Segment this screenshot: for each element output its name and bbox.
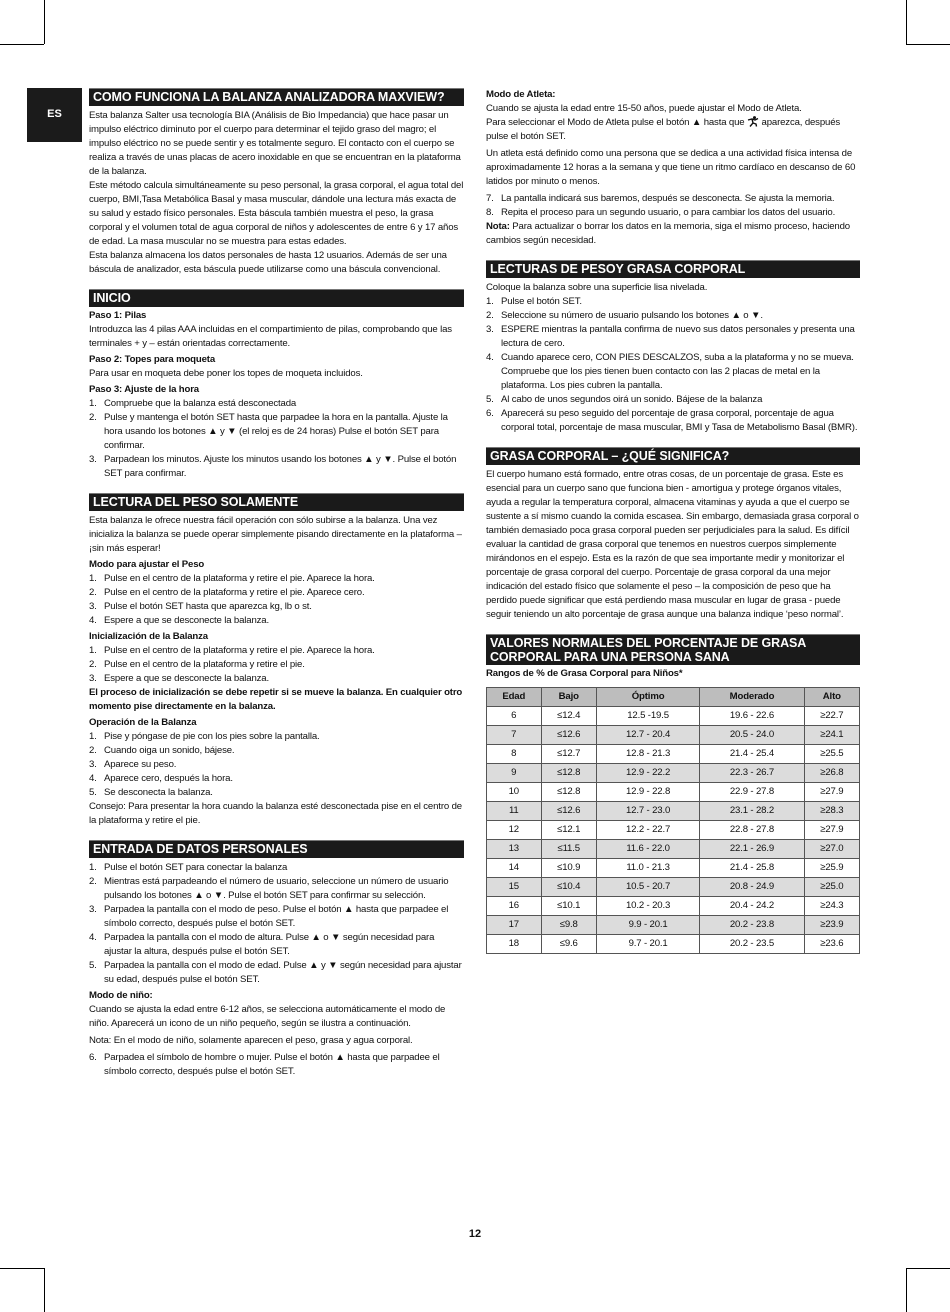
note: Nota: Para actualizar o borrar los datos en la memoria, siga el mismo proceso, haciendo cambios según necesidad. [486,221,850,246]
language-tab: ES [27,88,82,142]
table-cell: ≥25.5 [804,745,859,764]
paragraph: Esta balanza Salter usa tecnología BIA (Análisis de Bio Impedancia) que hace pasar un impulso eléctrico diminuto por el cuerpo para determinar el tejido graso del magro; el impulso eléctrico no se puede sentir y es totalmente seguro. El contacto con el cuerpo se realiza a través de unas placas de acero inoxidable en que se encuentran en la plataforma de la balanza. [89,110,461,177]
list-item: 3. Pulse el botón SET hasta que aparezca kg, lb o st. [89,601,312,612]
table-cell: 12.2 - 22.7 [596,821,699,840]
crop-mark [44,1268,45,1312]
list-item: 2. Cuando oiga un sonido, bájese. [89,745,235,756]
table-row [487,707,860,726]
list-item: 4. Parpadea la pantalla con el modo de altura. Pulse ▲ o ▼ según necesidad para ajustar la altura, después pulse el botón SET. [89,932,435,957]
list-item: 1. Pulse en el centro de la plataforma y retire el pie. Aparece la hora. [89,645,375,656]
column-header: Óptimo [596,688,699,707]
crop-mark [906,0,907,44]
table-cell: 21.4 - 25.4 [700,745,804,764]
table-row [487,859,860,878]
list-item: 1. Pulse el botón SET. [486,296,582,307]
right-column [486,88,860,956]
table-cell: 9.7 - 20.1 [596,935,699,954]
column-header: Alto [804,688,859,707]
list-item: 8. Repita el proceso para un segundo usuario, o para cambiar los datos del usuario. [486,207,836,218]
left-column [89,88,464,1081]
paragraph: Este método calcula simultáneamente su peso personal, la grasa corporal, el agua total del cuerpo, BMI,Tasa Metabólica Basal y masa muscular, dándole una lectura más exacta de su salud y estado físico personales. Esta báscula también muestra el peso, la grasa corporal y el volumen total de agua corporal de niños y adolescentes de entre 6 y 17 años de edad. La masa muscular no se muestra para estas edades. [89,180,464,247]
column-header: Bajo [541,688,596,707]
section-weight-fat-readings [486,260,860,435]
list-item: 3. Aparece su peso. [89,759,177,770]
table-cell: 22.8 - 27.8 [700,821,804,840]
section-heading: VALORES NORMALES DEL PORCENTAJE DE GRASA CORPORAL PARA UNA PERSONA SANA [486,634,860,665]
numbered-list [486,192,860,220]
athlete-icon [747,116,759,127]
numbered-list [89,861,464,987]
table-cell: ≥23.6 [804,935,859,954]
crop-mark [0,1268,44,1269]
table-cell: ≤9.6 [541,935,596,954]
list-item: 2. Pulse y mantenga el botón SET hasta que parpadee la hora en la pantalla. Ajuste la hora usando los botones ▲ y ▼ (el reloj es de 24 horas) Pulse el botón SET para confirmar. [89,412,448,451]
table-cell: ≤10.1 [541,897,596,916]
step-title: Paso 2: Topes para moqueta [89,354,216,365]
table-cell: ≥27.9 [804,783,859,802]
table-cell: 12.9 - 22.2 [596,764,699,783]
list-item: 1. Pulse el botón SET para conectar la balanza [89,862,288,873]
table-cell: ≥23.9 [804,916,859,935]
table-cell: ≥25.0 [804,878,859,897]
column-header: Moderado [700,688,804,707]
numbered-list [89,572,464,628]
table-cell: 14 [487,859,542,878]
crop-mark [906,1268,907,1312]
table-cell: 12 [487,821,542,840]
init-note: El proceso de inicialización se debe repetir si se mueve la balanza. En cualquier otro momento pise directamente en la balanza. [89,687,463,712]
table-cell: ≤12.1 [541,821,596,840]
step-title: Paso 3: Ajuste de la hora [89,384,199,395]
table-row [487,935,860,954]
paragraph: Introduzca las 4 pilas AAA incluidas en el compartimiento de pilas, comprobando que las terminales + y – están orientadas correctamente. [89,324,452,349]
table-cell: ≤12.4 [541,707,596,726]
subheading: Modo de Atleta: [486,89,556,100]
numbered-list [486,295,860,435]
table-cell: 22.1 - 26.9 [700,840,804,859]
table-cell: ≤12.8 [541,783,596,802]
table-cell: 20.4 - 24.2 [700,897,804,916]
table-cell: ≤12.6 [541,802,596,821]
subheading: Inicialización de la Balanza [89,631,208,642]
table-cell: 22.9 - 27.8 [700,783,804,802]
crop-mark [906,44,950,45]
crop-mark [44,0,45,44]
section-heading: INICIO [89,289,464,307]
table-cell: 11 [487,802,542,821]
numbered-list [89,644,464,686]
table-cell: 20.2 - 23.8 [700,916,804,935]
list-item: 2. Seleccione su número de usuario pulsando los botones ▲ o ▼. [486,310,763,321]
table-cell: 10.2 - 20.3 [596,897,699,916]
table-cell: 12.8 - 21.3 [596,745,699,764]
numbered-list [89,1051,464,1079]
paragraph: Esta balanza almacena los datos personales de hasta 12 usuarios. Además de ser una báscula de analizador, esta báscula puede utilizarse como una báscula convencional. [89,250,447,275]
table-cell: ≤10.4 [541,878,596,897]
section-weight-only [89,493,464,828]
section-heading: COMO FUNCIONA LA BALANZA ANALIZADORA MAXVIEW? [89,88,464,106]
list-item: 6. Parpadea el símbolo de hombre o mujer. Pulse el botón ▲ hasta que parpadee el símbolo correcto, después pulse el botón SET. [89,1052,440,1077]
list-item: 2. Mientras está parpadeando el número de usuario, seleccione un número de usuario pulsando los botones ▲ o ▼. Pulse el botón SET para confirmar su selección. [89,876,449,901]
list-item: 6. Aparecerá su peso seguido del porcentaje de grasa corporal, porcentaje de agua corporal total, porcentaje de masa muscular, BMI y Tasa de Metabolismo Basal (BMR). [486,408,858,433]
section-heading: LECTURAS DE PESOY GRASA CORPORAL [486,260,860,278]
section-inicio [89,289,464,481]
paragraph: Un atleta está definido como una persona que se dedica a una actividad física intensa de aproximadamente 12 horas a la semana y que tiene un ritmo cardíaco en descanso de 60 latidos por minuto o menos. [486,148,856,187]
table-cell: 17 [487,916,542,935]
paragraph: Para usar en moqueta debe poner los topes de moqueta incluidos. [89,368,363,379]
table-cell: 11.0 - 21.3 [596,859,699,878]
section-heading: GRASA CORPORAL – ¿QUÉ SIGNIFICA? [486,447,860,465]
table-cell: 21.4 - 25.8 [700,859,804,878]
list-item: 4. Aparece cero, después la hora. [89,773,233,784]
table-cell: 10.5 - 20.7 [596,878,699,897]
paragraph: Cuando se ajusta la edad entre 15-50 años, puede ajustar el Modo de Atleta. [486,103,802,114]
table-cell: 22.3 - 26.7 [700,764,804,783]
table-cell: 11.6 - 22.0 [596,840,699,859]
list-item: 3. Parpadean los minutos. Ajuste los minutos usando los botones ▲ y ▼. Pulse el botón SET para confirmar. [89,454,457,479]
table-cell: ≥27.0 [804,840,859,859]
step-title: Paso 1: Pilas [89,310,147,321]
page-number: 12 [468,1228,482,1240]
list-item: 4. Cuando aparece cero, CON PIES DESCALZOS, suba a la plataforma y no se mueva. Compruebe que los pies tienen buen contacto con las 2 placas de metal en la plataforma. Los pies cubren la pantalla. [486,352,854,391]
section-athlete-mode [486,88,860,248]
table-cell: 13 [487,840,542,859]
table-row [487,878,860,897]
list-item: 7. La pantalla indicará sus baremos, después se desconecta. Se ajusta la memoria. [486,193,835,204]
table-cell: 15 [487,878,542,897]
crop-mark [0,44,44,45]
list-item: 4. Espere a que se desconecte la balanza. [89,615,269,626]
table-cell: 8 [487,745,542,764]
section-normal-values [486,634,860,954]
table-row [487,916,860,935]
table-row [487,821,860,840]
note: Nota: En el modo de niño, solamente aparecen el peso, grasa y agua corporal. [89,1035,413,1046]
subheading: Modo para ajustar el Peso [89,559,205,570]
table-row [487,802,860,821]
table-cell: ≤12.8 [541,764,596,783]
table-cell: 9 [487,764,542,783]
table-cell: 12.9 - 22.8 [596,783,699,802]
table-cell: 20.8 - 24.9 [700,878,804,897]
table-cell: 18 [487,935,542,954]
table-cell: ≤12.7 [541,745,596,764]
table-cell: ≤10.9 [541,859,596,878]
table-row [487,726,860,745]
section-personal-data [89,840,464,1079]
table-cell: 12.5 -19.5 [596,707,699,726]
list-item: 1. Pulse en el centro de la plataforma y retire el pie. Aparece la hora. [89,573,375,584]
paragraph: Esta balanza le ofrece nuestra fácil operación con sólo subirse a la balanza. Una vez inicializa la balanza se puede operar simplemente pisando directamente en la plataforma – ¡sin más esperar! [89,515,462,554]
body-fat-table [486,687,860,954]
tip: Consejo: Para presentar la hora cuando la balanza esté desconectada pise en el centro de la plataforma y retire el pie. [89,801,462,826]
table-cell: ≥27.9 [804,821,859,840]
paragraph: Coloque la balanza sobre una superficie lisa nivelada. [486,282,708,293]
numbered-list [89,397,464,481]
column-header: Edad [487,688,542,707]
subheading: Modo de niño: [89,990,153,1001]
table-cell: 12.7 - 23.0 [596,802,699,821]
list-item: 5. Parpadea la pantalla con el modo de edad. Pulse ▲ y ▼ según necesidad para ajustar su edad, después pulse el botón SET. [89,960,462,985]
table-cell: ≥24.1 [804,726,859,745]
list-item: 3. Parpadea la pantalla con el modo de peso. Pulse el botón ▲ hasta que parpadee el símbolo correcto, después pulse el botón SET. [89,904,449,929]
table-cell: ≤9.8 [541,916,596,935]
table-caption: Rangos de % de Grasa Corporal para Niños* [486,668,683,679]
section-heading: ENTRADA DE DATOS PERSONALES [89,840,464,858]
list-item: 5. Al cabo de unos segundos oirá un sonido. Bájese de la balanza [486,394,763,405]
table-cell: 6 [487,707,542,726]
table-row [487,840,860,859]
table-row [487,764,860,783]
table-header-row [487,688,860,707]
table-cell: 19.6 - 22.6 [700,707,804,726]
table-cell: ≥25.9 [804,859,859,878]
table-cell: ≤11.5 [541,840,596,859]
section-how-it-works [89,88,464,277]
list-item: 3. ESPERE mientras la pantalla confirma de nuevo sus datos personales y presenta una lectura de cero. [486,324,855,349]
numbered-list [89,730,464,800]
table-cell: 20.2 - 23.5 [700,935,804,954]
table-body [487,707,860,954]
list-item: 2. Pulse en el centro de la plataforma y retire el pie. Aparece cero. [89,587,365,598]
table-row [487,745,860,764]
table-cell: ≥26.8 [804,764,859,783]
list-item: 2. Pulse en el centro de la plataforma y retire el pie. [89,659,305,670]
table-cell: 12.7 - 20.4 [596,726,699,745]
paragraph: Para seleccionar el Modo de Atleta pulse el botón ▲ hasta que aparezca, después pulse el botón SET. [486,117,841,142]
table-row [487,783,860,802]
table-cell: 9.9 - 20.1 [596,916,699,935]
table-cell: 7 [487,726,542,745]
table-cell: ≥22.7 [804,707,859,726]
table-cell: 23.1 - 28.2 [700,802,804,821]
table-cell: ≥24.3 [804,897,859,916]
table-cell: 16 [487,897,542,916]
table-cell: 10 [487,783,542,802]
table-cell: ≤12.6 [541,726,596,745]
table-cell: ≥28.3 [804,802,859,821]
table-cell: 20.5 - 24.0 [700,726,804,745]
section-heading: LECTURA DEL PESO SOLAMENTE [89,493,464,511]
paragraph: Cuando se ajusta la edad entre 6-12 años, se selecciona automáticamente el modo de niño. Aparecerá un icono de un niño pequeño, según se ilustra a continuación. [89,1004,446,1029]
list-item: 1. Pise y póngase de pie con los pies sobre la pantalla. [89,731,320,742]
subheading: Operación de la Balanza [89,717,197,728]
paragraph: El cuerpo humano está formado, entre otras cosas, de un porcentaje de grasa. Este es esencial para un cuerpo sano que funciona bien - amortigua y protege órganos vitales, ayuda a regular la temperatura corporal, almacena vitaminas y ayuda a que el cuerpo se sustente a sí mismo cuando la comida escasea. Sin embargo, demasiada grasa corporal o también demasiado poca grasa corporal pueden ser perjudiciales para la salud. Es difícil evaluar la cantidad de grasa corporal que tenemos en nuestros cuerpos simplemente mirándonos en el espejo. Esta es la razón de que sea importante medir y monitorizar el porcentaje de grasa corporal del cuerpo. Porcentaje de grasa corporal da una mejor indicación del estado físico que solamente el peso – la composición de peso que ha perdido puede significar que está perdiendo masa muscular en lugar de grasa - puede seguir teniendo un alto porcentaje de grasa aunque una balanza indique ‘peso normal’. [486,469,859,620]
list-item: 3. Espere a que se desconecte la balanza. [89,673,269,684]
list-item: 5. Se desconecta la balanza. [89,787,213,798]
table-row [487,897,860,916]
section-body-fat-meaning [486,447,860,622]
list-item: 1. Compruebe que la balanza está desconectada [89,398,297,409]
crop-mark [906,1268,950,1269]
